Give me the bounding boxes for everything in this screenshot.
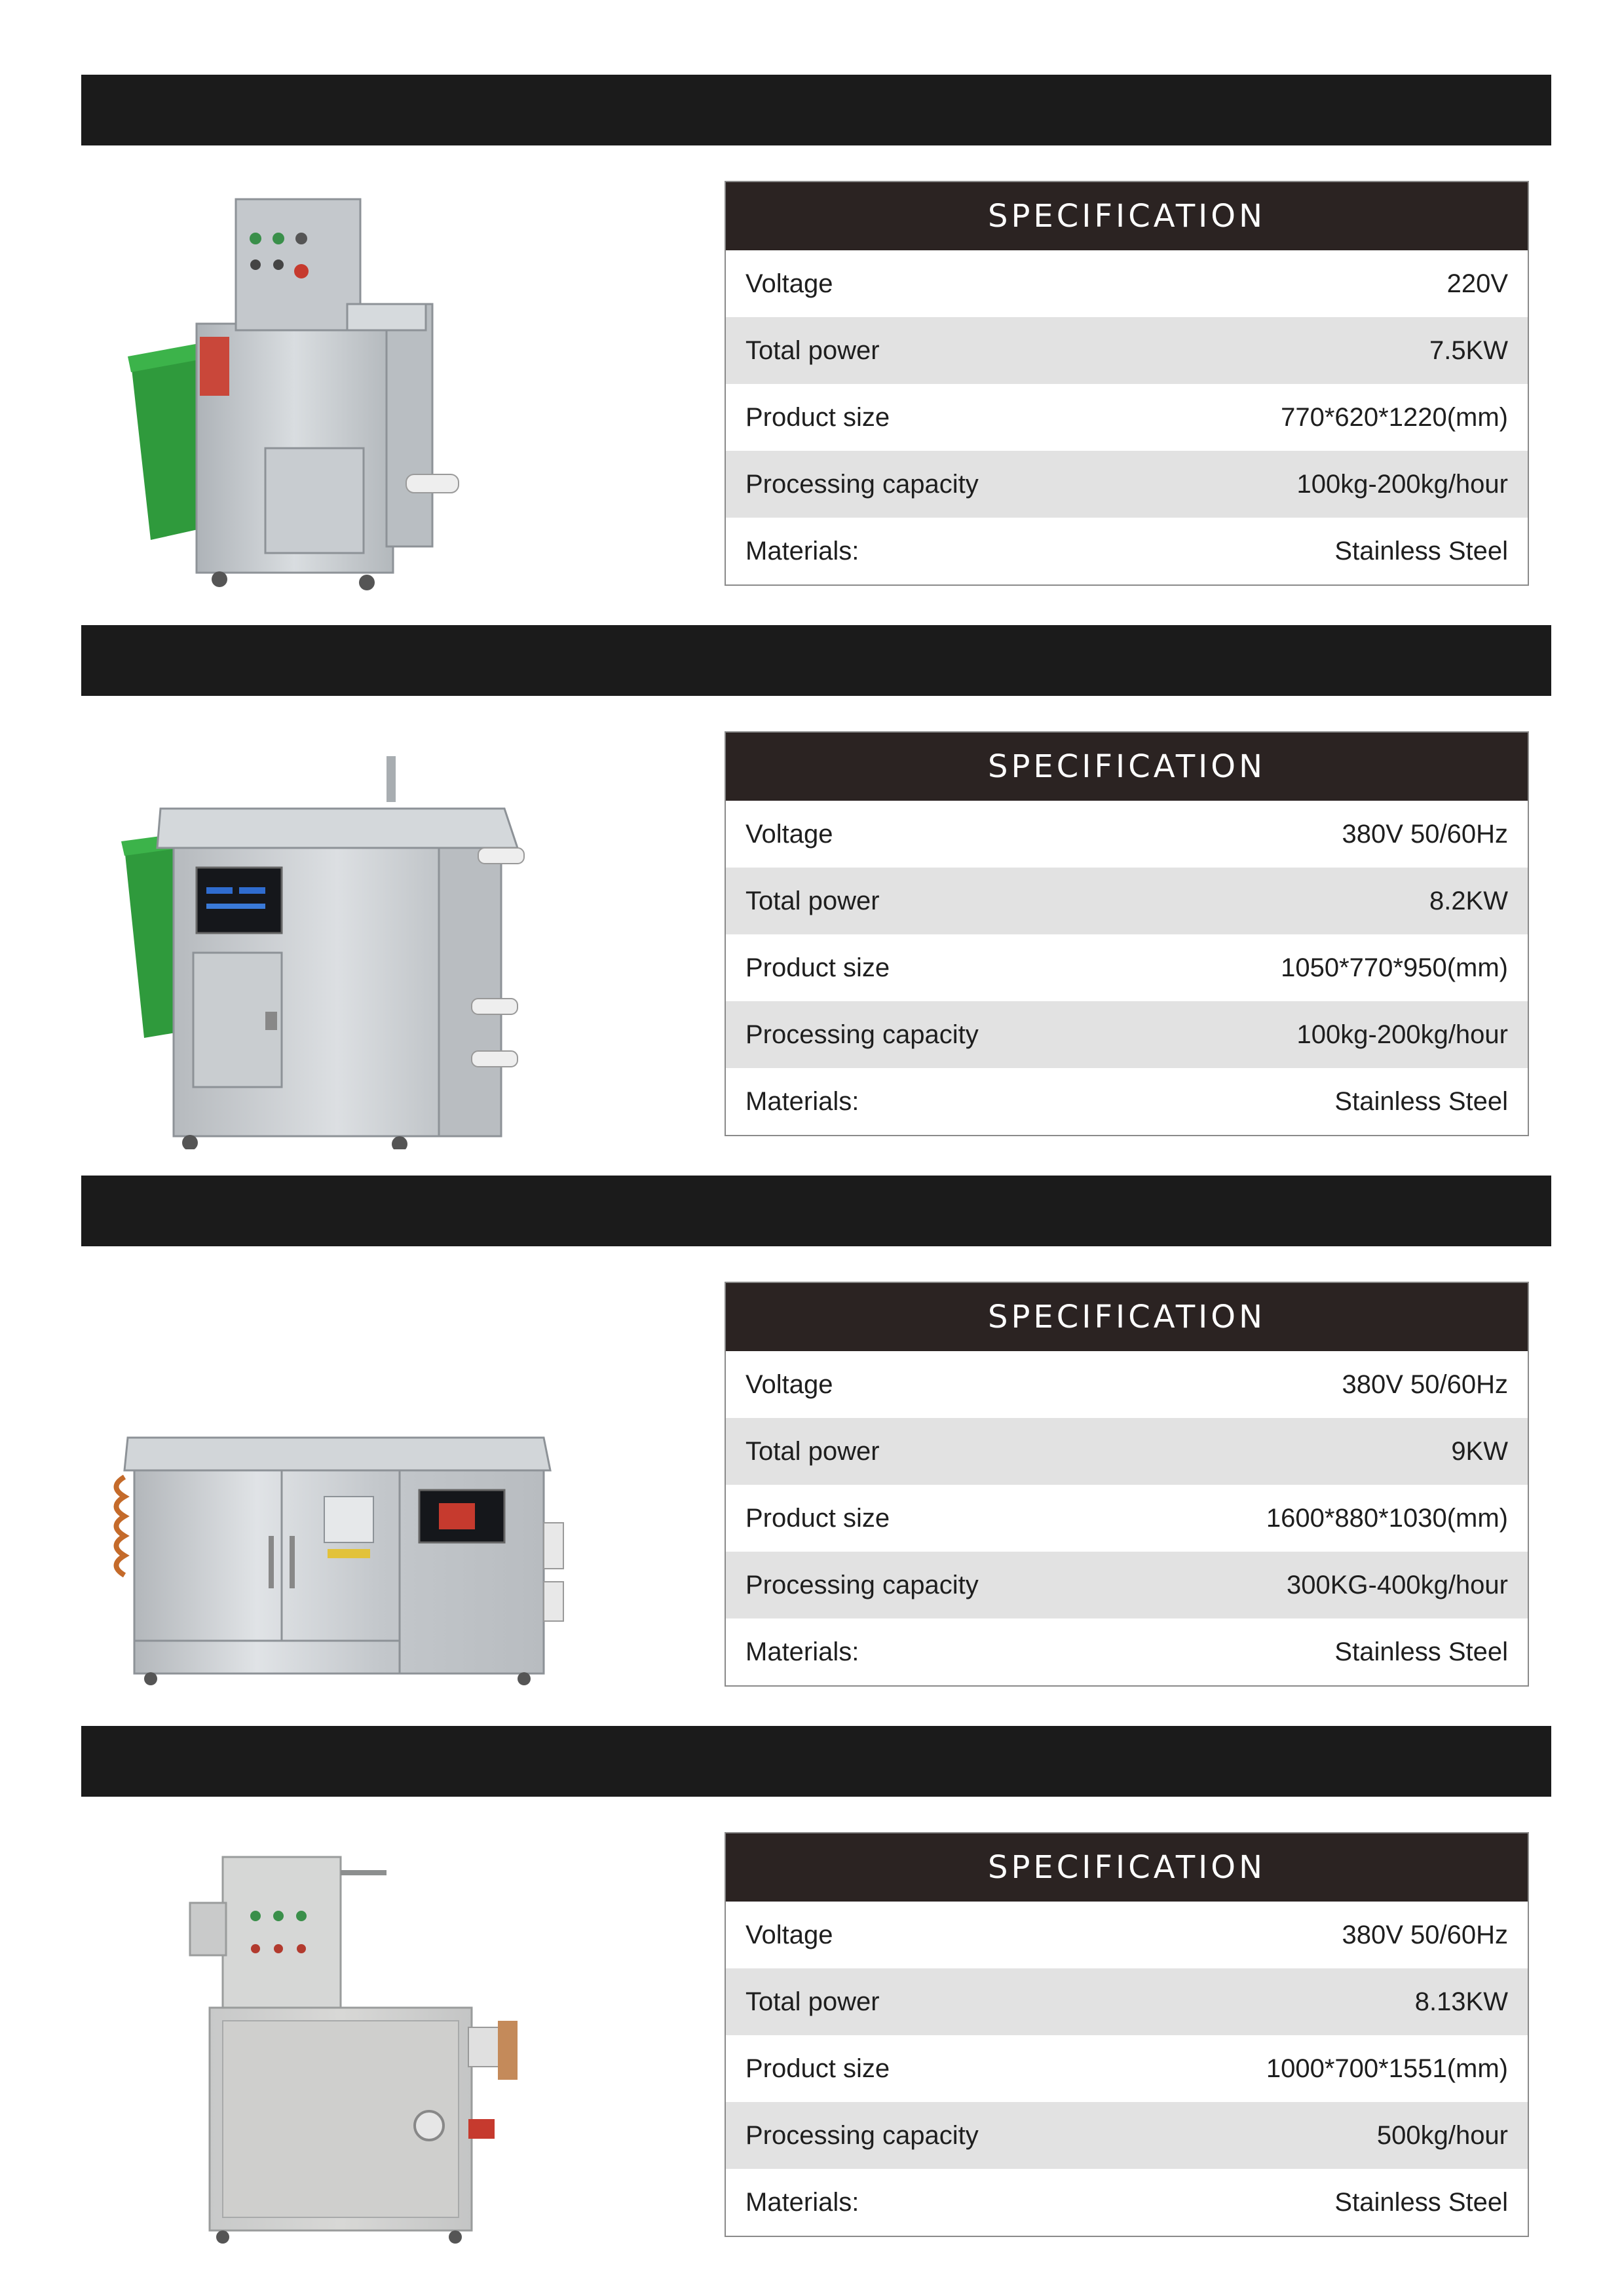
spec-row-product-size [726, 1485, 1528, 1552]
spec-value: 380V 50/60Hz [1342, 1369, 1508, 1399]
spec-table [725, 1832, 1529, 2237]
spec-label: Voltage [745, 1369, 833, 1399]
spec-label: Materials: [745, 1637, 859, 1666]
spec-row-voltage [726, 1902, 1528, 1968]
spec-value: 1000*700*1551(mm) [1266, 2054, 1508, 2083]
product-section-2 [0, 625, 1622, 1176]
spec-label: Voltage [745, 269, 833, 298]
spec-heading: SPECIFICATION [726, 182, 1528, 250]
spec-value: 500kg/hour [1376, 2120, 1508, 2150]
spec-value: Stainless Steel [1334, 536, 1508, 565]
spec-label: Product size [745, 1503, 890, 1533]
spec-value: Stainless Steel [1334, 1086, 1508, 1116]
spec-row-product-size [726, 2035, 1528, 2102]
spec-value: 220V [1446, 269, 1508, 298]
spec-label: Materials: [745, 536, 859, 565]
section-header-bar [81, 75, 1551, 145]
spec-row-materials [726, 1618, 1528, 1685]
spec-heading: SPECIFICATION [726, 1283, 1528, 1351]
spec-row-materials [726, 518, 1528, 584]
spec-label: Processing capacity [745, 469, 979, 499]
spec-value: 8.13KW [1414, 1987, 1508, 2016]
section-header-bar [81, 1726, 1551, 1797]
product-section-3 [0, 1176, 1622, 1726]
spec-row-voltage [726, 1351, 1528, 1418]
spec-label: Voltage [745, 1920, 833, 1949]
spec-label: Total power [745, 1987, 880, 2016]
spec-value: Stainless Steel [1334, 1637, 1508, 1666]
spec-row-materials [726, 2169, 1528, 2236]
spec-value: 380V 50/60Hz [1342, 1920, 1508, 1949]
machine-image-1 [98, 173, 596, 599]
spec-row-product-size [726, 934, 1528, 1001]
spec-label: Materials: [745, 1086, 859, 1116]
spec-row-total-power [726, 1418, 1528, 1485]
spec-row-total-power [726, 868, 1528, 934]
spec-value: 770*620*1220(mm) [1281, 402, 1508, 432]
spec-label: Processing capacity [745, 1570, 979, 1599]
section-header-bar [81, 1176, 1551, 1246]
spec-row-total-power [726, 1968, 1528, 2035]
spec-value: 100kg-200kg/hour [1296, 1020, 1508, 1049]
spec-table [725, 731, 1529, 1136]
spec-label: Product size [745, 2054, 890, 2083]
spec-value: 1050*770*950(mm) [1281, 953, 1508, 982]
spec-label: Materials: [745, 2187, 859, 2217]
spec-label: Product size [745, 953, 890, 982]
spec-row-processing-capacity [726, 1552, 1528, 1618]
spec-table [725, 181, 1529, 586]
spec-row-processing-capacity [726, 2102, 1528, 2169]
spec-label: Total power [745, 1436, 880, 1466]
spec-value: 380V 50/60Hz [1342, 819, 1508, 849]
section-header-bar [81, 625, 1551, 696]
spec-table [725, 1282, 1529, 1687]
machine-image-4 [98, 1824, 596, 2250]
spec-row-processing-capacity [726, 1001, 1528, 1068]
spec-label: Processing capacity [745, 1020, 979, 1049]
spec-row-voltage [726, 801, 1528, 868]
machine-image-3 [98, 1274, 596, 1700]
spec-row-total-power [726, 317, 1528, 384]
spec-label: Total power [745, 886, 880, 915]
spec-label: Total power [745, 335, 880, 365]
spec-label: Product size [745, 402, 890, 432]
spec-row-materials [726, 1068, 1528, 1135]
spec-label: Processing capacity [745, 2120, 979, 2150]
spec-value: 7.5KW [1429, 335, 1508, 365]
spec-row-product-size [726, 384, 1528, 451]
spec-row-processing-capacity [726, 451, 1528, 518]
spec-value: 9KW [1451, 1436, 1508, 1466]
product-section-4 [0, 1726, 1622, 2276]
spec-value: 8.2KW [1429, 886, 1508, 915]
spec-value: Stainless Steel [1334, 2187, 1508, 2217]
spec-label: Voltage [745, 819, 833, 849]
spec-value: 1600*880*1030(mm) [1266, 1503, 1508, 1533]
spec-row-voltage [726, 250, 1528, 317]
machine-image-2 [98, 723, 596, 1149]
product-section-1 [0, 75, 1622, 625]
spec-value: 300KG-400kg/hour [1286, 1570, 1508, 1599]
spec-value: 100kg-200kg/hour [1296, 469, 1508, 499]
spec-heading: SPECIFICATION [726, 1833, 1528, 1902]
spec-heading: SPECIFICATION [726, 733, 1528, 801]
